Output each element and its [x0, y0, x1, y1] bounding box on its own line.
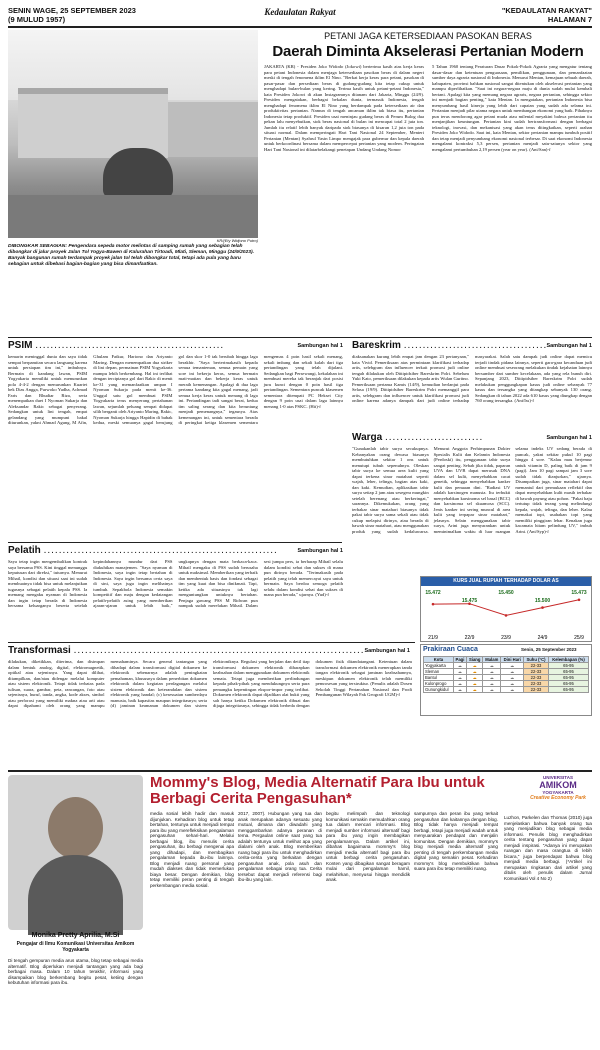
weather-cloud-icon: ☁ — [453, 687, 466, 693]
weather-value: 65-95 — [548, 669, 588, 675]
kurs-date-label: 21/9 — [428, 635, 438, 641]
kurs-point — [578, 599, 581, 602]
weather-cloud-icon: ☁ — [501, 663, 524, 669]
weather-city: Sleman — [424, 669, 454, 675]
masthead-page-number: HALAMAN 7 — [547, 15, 592, 24]
lead-headline: Daerah Diminta Akselerasi Pertanian Modern — [272, 43, 584, 60]
masthead-title: Kedaulatan Rakyat — [264, 7, 336, 17]
amikom-name: AMIKOM — [539, 780, 577, 790]
transformasi-title-text: Transformasi — [8, 645, 71, 656]
feature-headline: Mommy's Blog, Media Alternatif Para Ibu untuk Berbagi Cerita Pengasuhan* — [150, 774, 485, 807]
section-rule-1 — [8, 337, 592, 338]
feature-col-3: begitu melimpah dan teknologi komunikasi semakin memudahkan orang tua dalam mencari informasi. Blog menjadi sumber informasi alternatif bagi para ibu yang ingin membagikan pengalamannya. Dalam artikel ini, dibahas bagaimana mommy's blog menjadi media alternatif bagi para ibu untuk berbagi cerita pengasuhan. Konten yang dibagikan sangat beragam mulai dari pengalaman hamil, melahirkan, menyusui hingga mendidik anak. — [326, 811, 410, 882]
amikom-logo — [524, 775, 592, 811]
weather-table-wrap — [423, 656, 589, 693]
weather-value: 65-95 — [548, 687, 588, 693]
psim-title — [8, 340, 263, 351]
kurs-value-label: 15.473 — [571, 590, 587, 596]
transformasi-title — [8, 645, 365, 656]
warga-title — [352, 432, 522, 443]
author-head — [48, 797, 103, 859]
weather-value: 22-33 — [524, 675, 549, 681]
amikom-top: UNIVERSITAS — [543, 775, 573, 780]
kurs-value-label: 15.500 — [534, 598, 551, 604]
weather-header: Suhu (°C) — [524, 657, 549, 663]
kurs-point — [432, 603, 435, 606]
warga-dots: .......................... — [384, 432, 484, 443]
kurs-date-label: 25/9 — [574, 635, 584, 641]
kurs-date-label: 22/9 — [464, 635, 475, 641]
weather-city: Kulonprogo — [424, 681, 454, 687]
amikom-tagline: Creative Economy Park — [530, 795, 586, 801]
weather-value: 22-33 — [524, 663, 549, 669]
weather-value: 22-33 — [524, 681, 549, 687]
author-name: Monika Pretty Aprilia, M.Si — [31, 932, 120, 939]
pelatih-continued: Sambungan hal 1 — [297, 548, 343, 554]
weather-cloud-icon: ☁ — [483, 663, 501, 669]
weather-value: 22-33 — [524, 687, 549, 693]
weather-cloud-icon: ☁ — [453, 681, 466, 687]
masthead-page — [502, 6, 592, 24]
lead-photo — [8, 30, 258, 238]
weather-cloud-icon: ☁ — [467, 675, 483, 681]
lead-column-2: 5 Tahun 1960 tentang Peraturan Dasar Pokok-Pokok Agraria yang mengatur tentang dasar-dasar dan ketentuan penguasaan, pemilikan, penggunaan, dan pemanfaatan sumber daya agraria nasional di Indonesia. Menurut Mentan, kemajuan sebuah daerah, kabupaten, provinsi bahkan nasional sangat ditentukan oleh akselerasi pertanian yang mampu diperlihatkan. "Saat ini negara-negara maju di dunia sudah mulai kembali bertani. Apalagi kita yang memang negara agraris, negara pertanian, sehingga sektor ini menjadi bagian penting," kata Mentan. Ia mengatakan, pertanian Indonesia bisa menyumbang hasil kinerja yang lebih dari capaian yang sudah ada selama ini. Pertanian menjadi pilar utama negara untuk membangun ekonomi yang baik. Pihaknya pun terus mendorong agar petani muda atau milenial meyakini bahwa pertanian itu menjanjikan keuntungan. Pertanian kini sudah bertransformasi dengan berbagai teknologi, inovasi, dan mekanisasi yang akan terus ditingkatkan, seperti arahan Presiden Joko Widodo. Saat ini, kata Mentan, sektor pertanian mampu tumbuh positif dan tetap menjadi penyumbang ekonomi nasional terbesar. Di saat ekonomi Indonesia mengalami kontraksi 5,3 persen, pertanian menjadi satu-satunya sektor yang mengalami pertumbuhan 2,19 persen (year on year). (Ant/San)-f — [432, 64, 592, 152]
weather-city: Gunungkidul — [424, 687, 454, 693]
transformasi-dots: ............................................................................. — [73, 645, 365, 656]
weather-city: Bantul — [424, 675, 454, 681]
kurs-value-label: 15.472 — [425, 590, 441, 596]
weather-row — [424, 687, 589, 693]
weather-cloud-icon: ☁ — [483, 669, 501, 675]
weather-table — [423, 656, 589, 693]
weather-date: Senin, 25 September 2023 — [521, 647, 577, 652]
weather-header: Kelembapan (%) — [548, 657, 588, 663]
warga-title-text: Warga — [352, 432, 383, 443]
weather-header: Kota — [424, 657, 454, 663]
psim-body: kemarin meninggal dunia dan saya tidak sempat berpamitan secara langsung karena untuk persiapan tim ini," imbuhnya. Bermain di kandang lawan, PSIM Yogyakarta memiliki untuk menurunkan pola 4-4-2 dengan menurunkan Kuartet bek Dias Angga, Purwoko Yudha, Achmad Faris dan Bhudiar Riza, serta menempatkan duet I Nyoman Sukarja dan Aleksandar Rakic sebagai penyerang. Sedangkan untuk lini tengah, empat gelandang yang mumpuni bakal diturunkan, yakni Ahmad Agung, M Afin, Ghulam Fatkur, Hariono dan Ariyanto Maring. Dengan menempatkan dua striker di lini depan, permainan PSIM Yogyakarta mampu lebih berkembang. Hal ini terlihat dengan terciptanya gol dari Rakic di menit ke-31 yang memanfaatkan umpan I Nyoman Sukarja pada menit ke-36. Unggul satu gol membuat PSIM Yogyakarta terus menyerang pertahanan lawan, sejumlah peluang sempat didapat silih berganti oleh Ariyanto Maring, Rakic, Nyoman Sukarja hingga Hapidin di babak kedua, meski semuanya gagal berujung gol dan skor 1-0 tak berubah hingga laga berakhir. "Saya berterimakasih kepada semua temanteman, semua pemain yang sore ini bekerja keras, semua bermain mati-matian dan bekerja keras untuk meraih kemenangan. Apalagi di dua laga pertama kandang kita gagal menang, jadi semua kerja keras untuk menang di laga ini. Pertandingan tadi sangat berat, kedua tim saling serang dan kita beruntung menjadi pemenangnya," tegasnya. Atas kemenangan ini, untuk sementara berada di peringkat ketiga klasemen sementara mengemas 4 poin hasil sekali menang, sekali imbang dan sekali kalah dari tiga pertandingan yang telah dijalani. Sedangkan bagi Persewangi, kekalahan ini membuat mereka tak beranjak dari posisi juru kunci dengan 0 poin hasil tiga pertandingan. Sementara puncak klasemen sementara ditempati PC Heksei City dengan 9 poin usai dalam laga lainnya menang 1-0 atas PSKC. (Hit)-f — [8, 354, 343, 425]
transformasi-body: dilakukan, diketikkan, diterima, dan disimpan dalam bentuk analog, digital, elektromagnetik, optikal atau sejenisnya. Yang dapat dilihat, ditampilkan, dan/atau didengar melalui komputer atau sistem elektronik. Tetapi tidak terbatas pada tulisan, suara, gambar, peta, rancangan, foto atau sejenisnya, huruf, tanda, angka, kode akses, simbol atau perforasi yang memiliki makna atau arti atau dapat dipahami oleh orang yang mampu memahaminya. Secara general tantangan yang dihadapi dalam transformasi digital dokumen ke elektronik sebenarnya adalah peningkatan pemahaman, khususnya dalam penerbitan dokumen elektronik dalam kegiatan perdagangan melalui sistem elektronik dan keterandalan dan sistem elektronik yang handal; (c) kesesuaian sumberdaya manusia, baik kapasitas maupun integritasnya; serta (d) jaminan keamanan dokumen dan sistem elektroniknya. Regulasi yang berjalan dan detil tiap transformasi dokumen elektronik diharapkan keabsahan dalam menggunakan dokumen elektronik semata. Tetapi juga memberikan perlindungan kepada pihak-pihak yang mendukungnya serta para pemangku kepentingan ekspor-impor yang terlibat. Dokumen elektronik dapat dijadikan alat bukti yang sah hanya ketika Dokumen elektronik dibuat dan dijaga integritasnya, sehingga tidak berbeda dengan dokumen fisik ditandatangani. Ketentuan dalam transformasi dokumen elektronik menerapkan tanda tangan elektronik sebagai jaminan keabsahannya, meskipun dokumen elektronik telah memiliki pemrosesan yang terstruktur. (Penulis adalah Dosen Sekolah Tinggi Pertanahan Nasional dan Prodi Pembangunan Wilayah Fak Geografi UGM)-f — [8, 659, 412, 708]
road — [8, 195, 258, 238]
weather-box — [420, 644, 592, 716]
kurs-value-label: 15.450 — [498, 590, 514, 596]
pelatih-title-text: Pelatih — [8, 545, 41, 556]
weather-cloud-icon: ☁ — [467, 663, 483, 669]
weather-cloud-icon: ☁ — [467, 687, 483, 693]
kurs-point — [505, 614, 508, 617]
weather-cloud-icon: ☁ — [501, 687, 524, 693]
section-rule-2 — [8, 542, 342, 543]
kurs-date-label: 23/9 — [501, 635, 511, 641]
weather-header: Dini Hari — [501, 657, 524, 663]
weather-value: 65-95 — [548, 681, 588, 687]
pelatih-title — [8, 545, 278, 556]
photo-credit: KR/(Ety Widjono Putro) — [216, 238, 258, 243]
kurs-svg — [421, 586, 591, 641]
weather-value: 65-95 — [548, 663, 588, 669]
kurs-title: KURS JUAL RUPIAH TERHADAP DOLAR AS — [421, 577, 591, 586]
weather-cloud-icon: ☁ — [501, 681, 524, 687]
feature-intro: Di tengah gempuran media arus utama, blog tetap sebagai media alternatif. Blog diperlukan menjadi tantangan yang ada bagi berbagai masa. Dalam 10 tahun terakhir, informasi yang disampaikan blog berkembang begitu pesat, ketiing dengan kebutuhan informasi para ibu. — [8, 958, 143, 985]
amikom-city: YOGYAKARTA — [542, 790, 574, 795]
bareskrim-body: diaksanakan kurang lebih empat jam dengan 23 pertanyaan," kata Vivid. Pemeriksaan atas permintaan klarifikasi terhadap artis, selebgram dan influencer terkait promosi judi online tengah dilakukan oleh Dittipidsiber Bareskrim Polri. Sebelum Yuki Kato, pemeriksaan dilakukan kepada artis Wulan Guritno. Pemeriksaan pertama Kamis (14/9), kemudian berlanjut pada Selasa (19/9). Dittipidsiber Bareskrim Polri memanggil para artis, selebgram dan influencer untuk klarifikasi promosi judi online karena adanya dampak dari judi online terhadap masyarakat. Salah satu dampak judi online dapat memicu terjadi tindak pidana lainnya, seperti gara-gara kecanduan judi online membuat seseorang melakukan tindak kejahatan lainnya bersumber dari sumber kecelakaan, ada yang rela bunuh diri. Sepanjang 2023, Dittipidsiber Bareskrim Polri sudah melakukan penggungkapan kasus judi online sebanyak 77 kasus dan tersangka yang ditangkap sebanyak 130 orang. Sedangkan di tahun 2022 ada 610 kasus yang diungkap dengan 760 orang tersangka. (Ant/Iss)-f — [352, 354, 592, 403]
weather-header: Pagi — [453, 657, 466, 663]
bareskrim-title-text: Bareskrim — [352, 340, 401, 351]
transformasi-continued: Sambungan hal 1 — [364, 648, 410, 654]
weather-cloud-icon: ☁ — [467, 669, 483, 675]
kurs-value-label: 15.475 — [461, 598, 478, 604]
weather-cloud-icon: ☁ — [483, 687, 501, 693]
feature-col-5: Luzhon, Parkelen dan Thomas (2010) juga menjelaskan bahwa banyak orang tua yang menjadikan blog sebagai media informasi. Penulis blog menghadirkan cerita tentang pengasuhan yang dapat menjadi inspirasi. "Adanya ini merupakan ruangan dan masa orangtua di lebih bicara," juga berpendapat bahwa blog menjadi media berbagi. (*Artikel ini merupakan ringkasan dari artikel yang ditulis oleh penulis dalam Jurnal Komunikasi Vol 4 No 2) — [504, 815, 592, 881]
weather-header: Siang — [467, 657, 483, 663]
bareskrim-continued: Sambungan hal 1 — [546, 343, 592, 349]
masthead-rule — [8, 26, 592, 28]
masthead-javanese-date: (9 MULUD 1957) — [8, 15, 66, 24]
house-wall — [168, 102, 258, 157]
psim-title-text: PSIM — [8, 340, 33, 351]
author-role: Pengajar di Ilmu Komunikasi Universitas Amikom Yogyakarta — [16, 941, 135, 953]
section-rule-4 — [8, 770, 592, 772]
weather-cloud-icon: ☁ — [453, 669, 466, 675]
weather-cloud-icon: ☁ — [501, 675, 524, 681]
weather-cloud-icon: ☁ — [501, 669, 524, 675]
kurs-plot-area — [421, 586, 591, 641]
weather-title: Prakiraan Cuaca — [423, 646, 478, 653]
motorcycle — [103, 148, 173, 198]
weather-cloud-icon: ☁ — [483, 681, 501, 687]
pelatih-dots: .............................................................. — [43, 545, 278, 556]
bareskrim-dots: ...................................... — [403, 340, 548, 351]
kurs-date-label: 24/9 — [537, 635, 548, 641]
lead-kicker: PETANI JAGA KETERSEDIAAN PASOKAN BERAS — [324, 31, 532, 41]
pelatih-body: Saya tetap ingin mengembalikan kontrak saya bersama PSS. Kini tinggal menunggu keputusan dari direksi," tuturnya. Menurut Mihail, kondisi dan situasi saat ini sudah membuatnya tidak bisa untuk melanjutkan tugasnya sebagai pelatih kepala PSS. Ia memang mengaku nyaman di Indonesia dan ingin tetap berada di Indonesia bersama keluarganya beserta setelah kepindahannya mundur dari PSS diakuhikan manajemen. "Saya nyaman di Indonesia, saya ingin tetap bertahan di Indonesia. Saya ingin bersama ceria saya di sini, saya juga ingin melihatnya tumbuh. Sepakbola Indonesia semakin kompetitif dan maju dengan kedatangan pelatih-pelatih asing yang memberikan ajaran-ajaran untuk lebih baik," ungkapnya dengan mata berkaca-kaca. Mihail mengaku di PSS sudah berusaha untuk maksimal. Memberikan yang terbaik dan membentuk basis dan fondasi sebagai tim yang kuat dan bisa dinikmati. Tapi, ketika ada situasinya tak lagi menguntungkan untuknya bertahan. Penjaga gawang PSS M Ridwan pun nampak sudah merelakan Mihail. Dalam sesi jumpa pers, ia berharap Mihail selalu dalam kondisi sehat dan sukses di mana pun dirinya berada. "Terimakasih pada pelatih yang telah memercayai saya untuk bermain. Saya berdoa semoga pelatih selalu dalam kondisi sehat dan sukses di mana pun berada," ujarnya. (Yud)-f — [8, 559, 343, 608]
author-shoulders — [28, 855, 123, 935]
weather-cloud-icon: ☁ — [467, 681, 483, 687]
masthead-paper-name: "KEDAULATAN RAKYAT" — [501, 6, 592, 15]
weather-value: 22-33 — [524, 669, 549, 675]
author-photo — [8, 775, 143, 930]
weather-header: Malam — [483, 657, 501, 663]
kurs-line — [433, 600, 579, 616]
weather-city: Yogyakarta — [424, 663, 454, 669]
warga-continued: Sambungan hal 1 — [546, 435, 592, 441]
weather-cloud-icon: ☁ — [453, 675, 466, 681]
feature-col-2: 2017, 2007). Hubungan yang tua dan anak merupakan adanya sesuatu yang mutual, dimana dan diwadahi yang menggambarkan adanya peranan di tema. Pergaulan online saat yang tua adalah tentunya untuk melihat apa yang dialami oleh anak. Blog memberikan ruang bagi para ibu untuk menghadirkan cerita-cerita yang berkaitan dengan pengasuhan anak, pola asuh dan pengalaman sebagai orang tua. Cerita tersebut dapat menjadi referensi bagi ibu-ibu yang lain. — [238, 811, 322, 882]
feature-col-4: sampurnya dan peran ibu yang terkait pengasuhan dan kaitannya dengan blog. Blog tidak hanya menjadi tempat berbagi, tetapi juga menjadi wadah untuk menyuarakan pendapat dan menjalin komunitas. Dengan demikian, mommy's blog menjadi media alternatif yang penting di tengah perkembangan media digital yang semakin pesat. Kehadiran mommy's blog membuktikan bahwa suara para ibu tetap memiliki ruang. — [414, 811, 498, 871]
feature-col-1: media sosial lebih hadir dan masuk dijunjukan. Kehadiran blog untuk tetap bertahan, tentunya untuk menjadi tempat para ibu yang merefleksikan pengalaman pengasuhan sehari-hari. Melalui berbagai blog, ibu menulis cerita pengasuhan, ibu berbagi mengenai apa yang dihadapi, dan membagikan pengalaman kepada ibu-ibu lainnya. Blog menjadi ruang personal yang mudah diakses dan tidak memerlukan biaya besar. Dengan demikian, blog tetap memiliki peran penting di tengah perkembangan media sosial. — [150, 811, 235, 888]
kurs-chart — [420, 576, 592, 642]
masthead-date-line: SENIN WAGE, 25 SEPTEMBER 2023 — [8, 6, 136, 15]
psim-dots: .................................................. — [35, 340, 225, 351]
lead-column-1: JAKARTA (KR) - Presiden Joko Widodo (Jokowi) berterima kasih atas kerja keras para petani Indonesia dalam menjaga ketersediaan pasokan beras di dalam negeri meski di tengah fenomena iklim El Nino. "Berkat kerja keras para petani, pasokan di pasar-pasar dan persediaan beras di gudang-gudang kita tetap cukup untuk menghadapi bulan-bulan yang kering. Terima kasih untuk petani-petani Indonesia," kata Presiden Jokowi di akun Instagramnya ditanam dari Jakarta, Minggu (24/9). Presiden mengatakan, berbagai bekalan dunia, termasuk Indonesia, tengah menghadapi fenomena iklim El Nino yang berdampak pada ketersediaan air dan produktivitas pertanian. Namun di tengah ancaman iklim tak biasa itu, pertanian Indonesia tetap produktif. Presiden usai meninjau gudang beras di Perum Bulog dua pekan lalu menyebutkan, stok beras nasional di bulan ini mencapai total 2 juta ton. Jumlah itu relatif lebih banyak daripada stok biasanya di kisaran 1,2 juta ton pada situasi normal. Dalam memperingati Hari Tani Nasional 24 September, Menteri Pertanian (Mentan) Syahrul Yasin Limpo mengajak para gubernur dan kepala daerah untuk berkoordinasi bersama dalam mempercepat pertanian yang modern. Peringatan Hari Tani Nasional ini dilatarbelakangi penetapan Undang Undang Nomor — [264, 64, 424, 152]
warga-body: "Gunakanlah tabir surya secukupnya. Kebanyakan orang dewasa biasanya membutuhkan sekitar 1 ons untuk menutupi tubuh sepenuhnya. Oleskan tabir surya ke semua area kulit yang dapat terkena sinar matahari seperti wajah, leher, telinga, bagian atas kaki, dan kaki. Kemudian, aplikasikan tabir surya setiap 2 jam atau sesegera mungkin setelah berenang atau berkeringat," sarannya. Dikemukakan, orang yang terbakar sinar matahari biasanya tidak pakai tabir surya sama sekali atau tidak cukup melapisi dirinya, atau berada di bawah sinar matahari, atau menggunakan produk yang sudah kedaluwarsa. Menurut Anggota Perhimpunan Dokter Spesialis Kulit dan Kelamin Indonesia (Perdoski) itu, penggunaan tabir surya sangat penting. Sebab jika tidak, paparan UVA dan UVB dapat merusak DNA dalam sel kulit, menyebabkan cacat genetik, sehingga menyebabkan kanker kulit dan penuaan dini. "Radiasi UV adalah karsinogen manusia. Itu terbukti menyebabkan karsinoma sel basal (BCC) dan karsinoma sel skuamosa (SCC). Jenis kanker ini sering muncul di area kulit yang terpapar sinar matahari," jelasnya. Selain menggunakan tabir surya, Arini juga menyarankan untuk meminimalkan waktu di luar ruangan selama indeks UV sedang berada di puncak, yakni sekitar pukul 10 pagi hingga 4 sore. "Kalau mau berjemur untuk vitamin D, paling baik di jam 9 (pagi). Jam 10 pagi sampai jam 3 sore sudah tidak dianjurkan," ujarnya. Disampaikan juga, sinar matahari dapat memantul dari permukaan reflektif dan dapat menyebabkan kulit masih terbakar di bawah payung atau pohon. "Pakai baju tertutup tidak terang yang melindungi kepala, wajah, telinga, dan leher. Kalau memakai topi, usahakan topi yang memiliki pinggiran lebar. Kenakan juga kacamata hitam pelindung UV," imbuh Arini. (Ant/Syp)-f — [352, 446, 592, 534]
weather-cloud-icon: ☁ — [483, 675, 501, 681]
weather-value: 65-95 — [548, 675, 588, 681]
section-rule-3 — [8, 642, 415, 643]
kurs-point — [541, 606, 544, 609]
bareskrim-title — [352, 340, 548, 351]
psim-continued: Sambungan hal 1 — [297, 343, 343, 349]
photo-caption: DIBONGKAR SEBAGIAN: Pengendara sepeda motor melintas di samping rumah yang sebagian telah dibongkar di jalur proyek Jalan Tol Yogya-Bawen di Kalurahan Tirtoadi, Mlati, Sleman, Minggu (24/9/2023). Banyak bangunan rumah terdampak proyek jalan tol telah dibongkar total, tetapi ada pula yang baru sebagian untuk dibebasi bagian-bagian yang bisa dimanfaatkan. — [8, 244, 254, 267]
weather-cloud-icon: ☁ — [453, 663, 466, 669]
